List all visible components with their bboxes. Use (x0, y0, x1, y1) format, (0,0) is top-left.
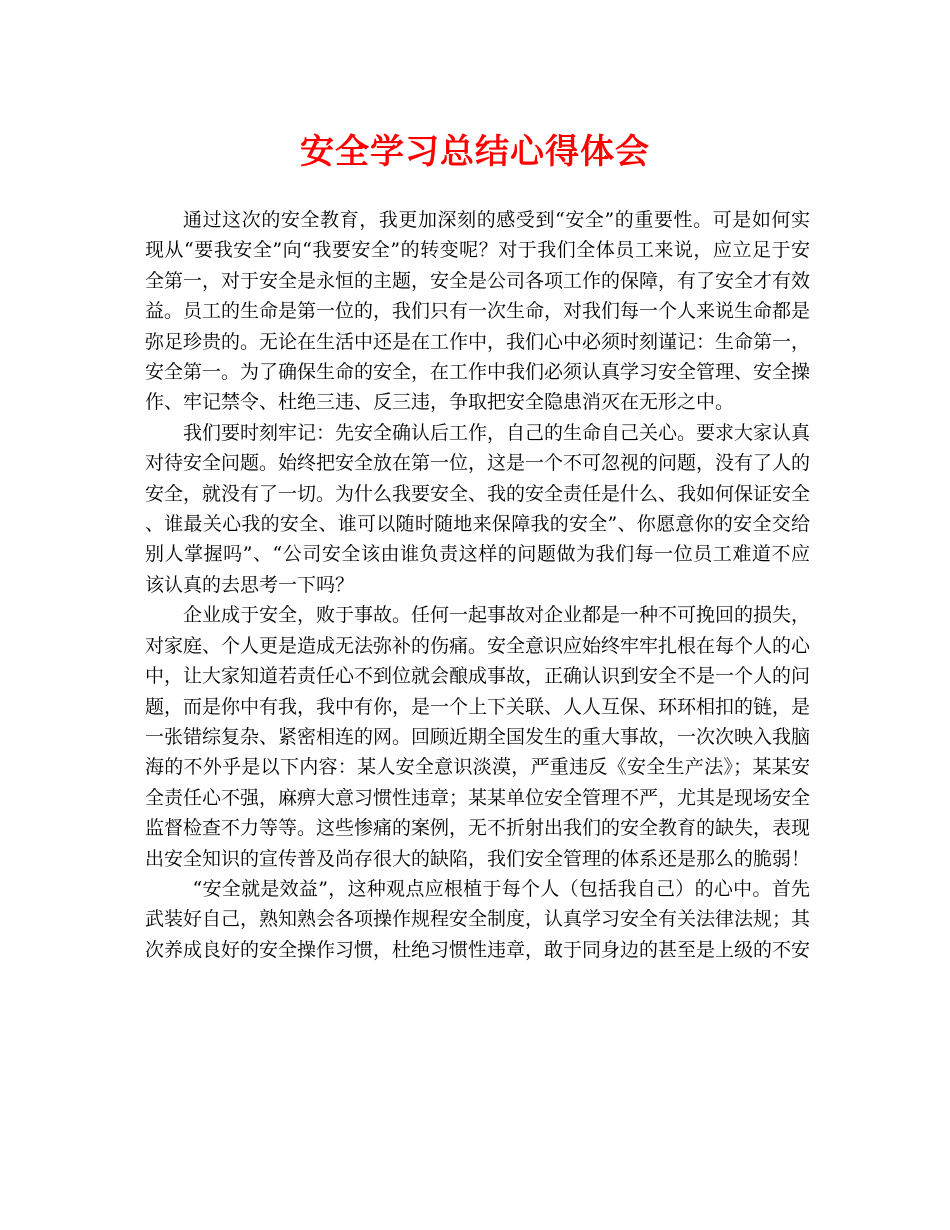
document-title: 安全学习总结心得体会 (300, 132, 650, 172)
paragraph-2: 我们要时刻牢记：先安全确认后工作，自己的生命自己关心。要求大家认真对待安全问题。始终把安全放在第一位，这是一个不可忽视的问题，没有了人的安全，就没有了一切。为什么我要安全、我的安全责任是什么、我如何保证安全、谁最关心我的安全、谁可以随时随地来保障我的安全”、你愿意你的安全交给别人掌握吗”、“公司安全该由谁负责这样的问题做为我们每一位员工难道不应该认真的去思考一下吗？ (145, 421, 811, 596)
document-body (145, 205, 810, 965)
paragraph-3: 企业成于安全，败于事故。任何一起事故对企业都是一种不可挽回的损失，对家庭、个人更是造成无法弥补的伤痛。安全意识应始终牢牢扎根在每个人的心中，让大家知道若责任心不到位就会酿成事故，正确认识到安全不是一个人的问题，而是你中有我，我中有你，是一个上下关联、人人互保、环环相扣的链，是一张错综复杂、紧密相连的网。回顾近期全国发生的重大事故，一次次映入我脑海的不外乎是以下内容：某人安全意识淡漠，严重违反《安全生产法》；某某安全责任心不强，麻痹大意习惯性违章；某某单位安全管理不严，尤其是现场安全监督检查不力等等。这些惨痛的案例，无不折射出我们的安全教育的缺失，表现出安全知识的宣传普及尚存很大的缺陷，我们安全管理的体系还是那么的脆弱！ (145, 604, 811, 870)
paragraph-4: “安全就是效益”，这种观点应根植于每个人（包括我自己）的心中。首先武装好自己，熟知熟会各项操作规程安全制度，认真学习安全有关法律法规；其次养成良好的安全操作习惯，杜绝习惯性违章，敢于同身边的甚至是上级的不安 (145, 877, 811, 961)
paragraph-1: 通过这次的安全教育，我更加深刻的感受到“安全”的重要性。可是如何实现从“要我安全”向“我要安全”的转变呢？对于我们全体员工来说，应立足于安全第一，对于安全是永恒的主题，安全是公司各项工作的保障，有了安全才有效益。员工的生命是第一位的，我们只有一次生命，对我们每一个人来说生命都是弥足珍贵的。无论在生活中还是在工作中，我们心中必须时刻谨记：生命第一，安全第一。为了确保生命的安全，在工作中我们必须认真学习安全管理、安全操作、牢记禁令、杜绝三违、反三违，争取把安全隐患消灭在无形之中。 (145, 209, 811, 414)
